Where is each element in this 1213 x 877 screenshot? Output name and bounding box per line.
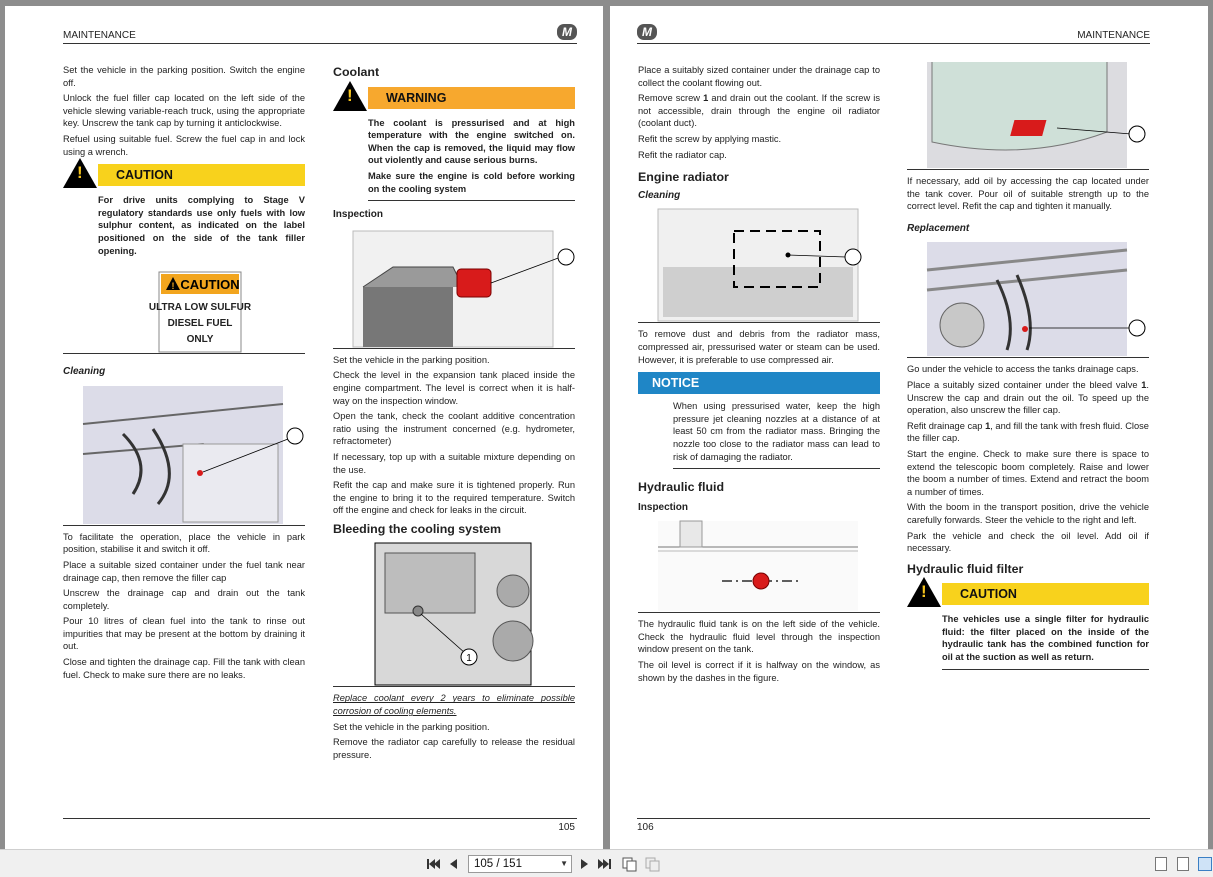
page-105 xyxy=(5,6,603,849)
section-heading: Inspection xyxy=(333,209,384,221)
callout-number: 1 xyxy=(466,653,472,665)
hydraulic-level-image xyxy=(638,519,880,613)
replace-coolant-note: Replace coolant every 2 years to eliminate possible corrosion of cooling elements. xyxy=(333,693,575,717)
paragraph: Unlock the fuel filler cap located on the left side of the vehicle slewing variable-reach truck, using the appropriate key. Unscrew the tank cap by turning it anticlockwise. xyxy=(63,93,305,129)
paste-button[interactable] xyxy=(644,856,660,872)
paragraph: The oil level is correct if it is halfway on the window, as shown by the dashes in the figure. xyxy=(638,660,880,683)
paragraph: Place a suitable sized container under the fuel tank near drainage cap, then remove the filler cap xyxy=(63,559,305,583)
next-page-icon xyxy=(577,856,591,872)
paragraph: If necessary, top up with a suitable mixture depending on the use. xyxy=(333,451,575,475)
paragraph: Place a suitably sized container under the bleed valve 1. Unscrew the cap and drain out the oil. To speed up the operation, also unscrew the filler cap. xyxy=(907,379,1149,416)
bleed-valve-image xyxy=(907,240,1149,358)
page-footer xyxy=(637,818,1150,836)
paragraph: Check the level in the expansion tank placed inside the engine compartment. The level is correct when it is half-way on the inspection window. xyxy=(333,370,575,406)
page-footer xyxy=(63,818,577,836)
paragraph: Start the engine. Check to make sure there is space to extend the telescopic boom completely. Raise and lower the boom a number of times. Extend and retract the boom a number of times. xyxy=(907,448,1149,497)
caution-label: CAUTION xyxy=(98,164,305,186)
radiator-image xyxy=(638,207,880,323)
right-page-column-1 xyxy=(638,64,880,687)
left-page-column-2 xyxy=(333,64,575,764)
radiator-figure xyxy=(638,207,880,323)
caution-text: For drive units complying to Stage V regulatory standards use only fuels with low sulphur content, as indicated on the label positioned on the side of the tank filler opening. xyxy=(98,195,305,256)
page-header xyxy=(637,22,1150,44)
right-page-column-2 xyxy=(907,62,1149,678)
paragraph: Remove screw 1 and drain out the coolant. If the screw is not accessible, drain through the engine oil radiator (coolant duct). xyxy=(638,93,880,129)
low-sulfur-label-image xyxy=(63,270,305,354)
paragraph: The hydraulic fluid tank is on the left side of the vehicle. Check the hydraulic fluid level through the inspection window present on the tank. xyxy=(638,619,880,655)
navigation-toolbar xyxy=(0,849,1213,877)
next-page-button[interactable] xyxy=(577,856,591,872)
left-page-column-1 xyxy=(63,64,305,684)
paragraph: To facilitate the operation, place the vehicle in park position, stabilise it and switch it off. xyxy=(63,531,305,555)
page-header xyxy=(63,22,577,44)
fuel-tank-drain-image xyxy=(63,384,305,526)
hydraulic-level-figure xyxy=(638,519,880,613)
copy-page-icon xyxy=(621,856,637,872)
svg-text:!: ! xyxy=(171,281,175,292)
paragraph: Pour 10 litres of clean fuel into the tank to rinse out impurities that may be present at the bottom by draining it out. xyxy=(63,616,305,652)
fuel-tank-drain-figure xyxy=(63,384,305,526)
paragraph: Refit drainage cap 1, and fill the tank with fresh fluid. Close the filler cap. xyxy=(907,420,1149,444)
caution-banner: ! CAUTION xyxy=(907,581,1149,607)
section-heading: Coolant xyxy=(333,65,380,79)
expansion-tank-figure xyxy=(333,227,575,349)
notice-text: When using pressurised water, keep the high pressure jet cleaning nozzles at a distance of at least 50 cm from the radiator mass. Bringing the nozzle too close to the radiator mass can lead to risk of damaging the radiator. xyxy=(673,400,880,469)
paste-page-icon xyxy=(644,856,660,872)
prev-page-icon xyxy=(447,856,461,872)
paragraph: Set the vehicle in the parking position. xyxy=(333,721,490,732)
bleeding-screw-image xyxy=(333,541,575,687)
paragraph: Park the vehicle and check the oil level. Add oil if necessary. xyxy=(907,530,1149,554)
section-heading: Cleaning xyxy=(638,189,681,201)
paragraph: Close and tighten the drainage cap. Fill the tank with clean fuel. Check to make sure there are no leaks. xyxy=(63,657,305,680)
warning-label: WARNING xyxy=(368,87,575,109)
paragraph: Unscrew the drainage cap and drain out the tank completely. xyxy=(63,588,305,611)
manitou-logo-icon: M xyxy=(637,24,657,40)
page-number-field[interactable]: 105 / 151 ▼ xyxy=(468,855,572,873)
section-heading: Engine radiator xyxy=(638,170,729,185)
prev-page-button[interactable] xyxy=(447,856,461,872)
section-heading: Replacement xyxy=(907,222,970,234)
label-line: DIESEL FUEL xyxy=(167,318,233,330)
paragraph: Set the vehicle in the parking position. Switch the engine off. xyxy=(63,65,305,88)
page-number: 105 xyxy=(558,822,575,833)
last-page-icon xyxy=(597,856,613,872)
caution-text: The vehicles use a single filter for hydraulic fluid: the filter placed on the inside of the hydraulic tank has the combined function for oil at the suction as well as return. xyxy=(942,613,1149,669)
paragraph: Refit the cap and make sure it is tightened properly. Run the engine to bring it to the required temperature. Switch off the engine and check for leaks in the circuit. xyxy=(333,480,575,516)
first-page-button[interactable] xyxy=(425,856,441,872)
label-line: ULTRA LOW SULFUR xyxy=(148,302,252,314)
header-title: MAINTENANCE xyxy=(63,30,136,41)
chevron-down-icon[interactable]: ▼ xyxy=(560,859,568,868)
notice-banner: NOTICE xyxy=(638,372,880,394)
caution-label: CAUTION xyxy=(942,583,1149,605)
last-page-button[interactable] xyxy=(597,856,613,872)
single-page-view-icon[interactable] xyxy=(1155,857,1167,871)
section-heading: Inspection xyxy=(638,501,689,513)
warning-banner: ! WARNING xyxy=(333,85,575,111)
paragraph: Go under the vehicle to access the tanks drainage caps. xyxy=(907,364,1139,375)
page-number: 106 xyxy=(637,822,654,833)
section-heading: Cleaning xyxy=(63,366,106,378)
section-heading: Hydraulic fluid filter xyxy=(907,561,1024,576)
label-line: ONLY xyxy=(186,334,214,346)
manitou-logo-icon: M xyxy=(557,24,577,40)
paragraph: Open the tank, check the coolant additive concentration ratio using the instrument concerned (e.g. hydrometer, refractometer) xyxy=(333,411,575,447)
low-sulfur-label-figure xyxy=(63,270,305,354)
bleed-valve-figure xyxy=(907,240,1149,358)
bleeding-screw-figure xyxy=(333,541,575,687)
paragraph: Place a suitably sized container under the drainage cap to collect the coolant flowing out. xyxy=(638,65,880,88)
two-page-view-icon[interactable] xyxy=(1198,857,1212,871)
header-title: MAINTENANCE xyxy=(1077,30,1150,41)
warning-text: The coolant is pressurised and at high temperature with the engine switched on. When the cap is removed, the liquid may flow out violently and cause serious burns. Make sure the engine is cold before working on the cooling system xyxy=(368,117,575,202)
oil-cap-image xyxy=(907,62,1149,170)
first-page-icon xyxy=(425,856,441,872)
paragraph: Refit the screw by applying mastic. xyxy=(638,133,782,144)
section-heading: Bleeding the cooling system xyxy=(333,521,501,536)
page-106 xyxy=(610,6,1208,849)
continuous-view-icon[interactable] xyxy=(1177,857,1189,871)
expansion-tank-image xyxy=(333,227,575,349)
section-heading: Hydraulic fluid xyxy=(638,480,725,495)
paragraph: To remove dust and debris from the radiator mass, compressed air, pressurised water or steam can be used. However, it is preferable to use compressed air. xyxy=(638,329,880,365)
paragraph: Remove the radiator cap carefully to release the residual pressure. xyxy=(333,737,575,760)
paragraph: Set the vehicle in the parking position. xyxy=(333,354,490,365)
paragraph: Refuel using suitable fuel. Screw the fuel cap in and lock using a wrench. xyxy=(63,133,305,157)
label-title: CAUTION xyxy=(180,277,240,293)
paragraph: With the boom in the transport position, drive the vehicle carefully forwards. Steer the vehicle to the right and left. xyxy=(907,502,1149,525)
caution-banner: ! CAUTION xyxy=(63,162,305,188)
paragraph: Refit the radiator cap. xyxy=(638,149,727,160)
paragraph: If necessary, add oil by accessing the cap located under the tank cover. Pour oil of suitable strength up to the correct level. Refit the cap and tighten it manually. xyxy=(907,176,1149,212)
oil-cap-figure xyxy=(907,62,1149,170)
copy-button[interactable] xyxy=(621,856,637,872)
